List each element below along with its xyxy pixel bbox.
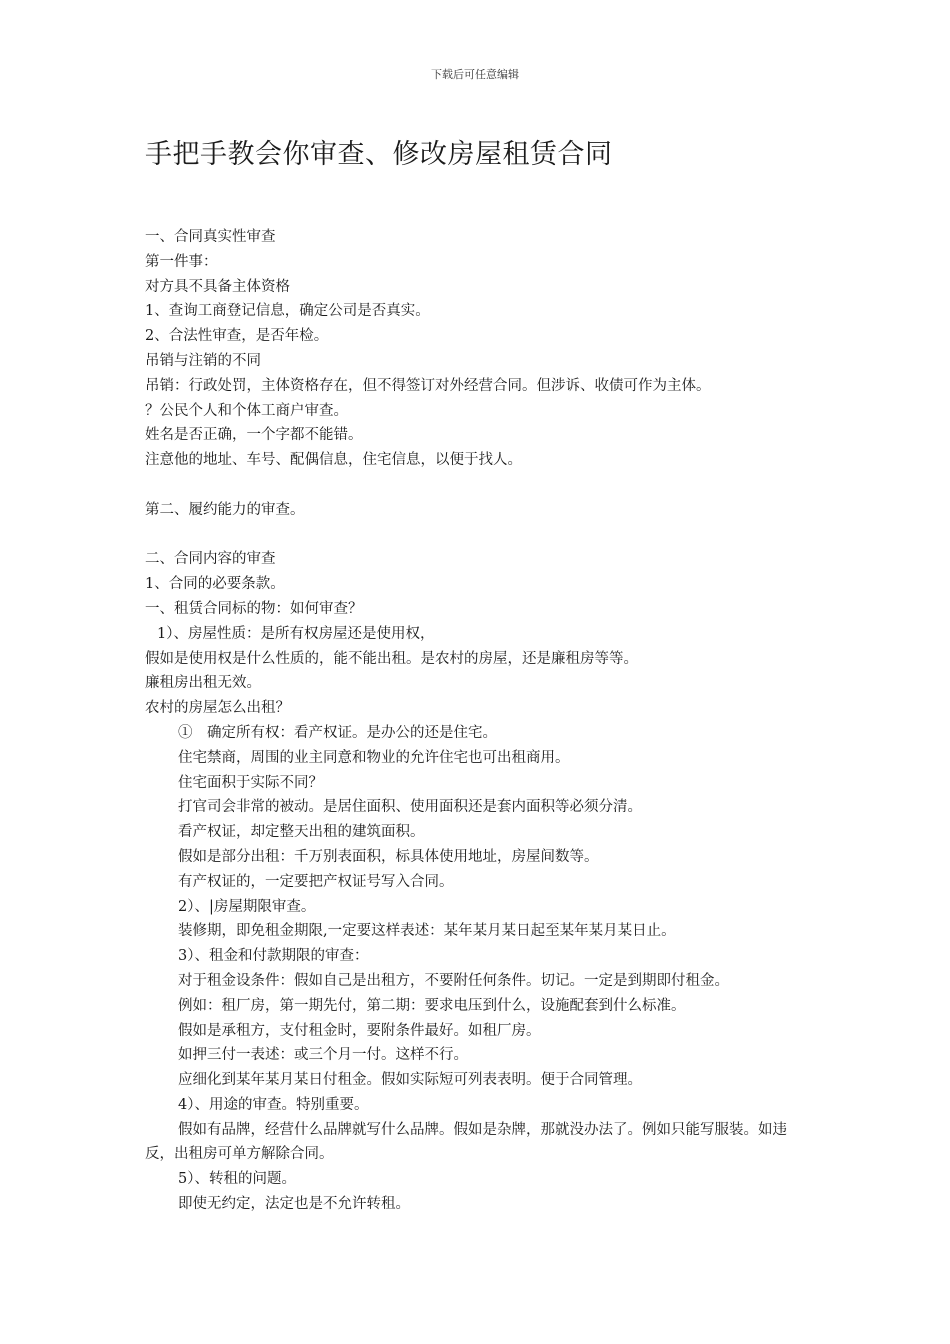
body-paragraph: 假如是部分出租：千万别表面积，标具体使用地址，房屋间数等。 xyxy=(178,848,599,865)
body-paragraph: 廉租房出租无效。 xyxy=(145,675,261,692)
body-paragraph: 一、合同真实性审查 xyxy=(145,229,276,245)
body-paragraph: 装修期，即免租金期限,一定要这样表述：某年某月某日起至某年某月某日止。 xyxy=(178,923,676,940)
body-paragraph: 4）、用途的审查。特别重要。 xyxy=(178,1096,369,1113)
body-paragraph: 1、合同的必要条款。 xyxy=(145,576,285,593)
body-paragraph: 看产权证，却定整天出租的建筑面积。 xyxy=(178,824,425,841)
body-paragraph: 3）、租金和付款期限的审查： xyxy=(178,948,369,965)
blank-line xyxy=(145,473,813,498)
body-paragraph: 如押三付一表述：或三个月一付。这样不行。 xyxy=(178,1047,468,1064)
body-paragraph: 对于租金设条件：假如自己是出租方，不要附任何条件。切记。一定是到期即付租金。 xyxy=(178,972,729,989)
body-paragraph: 假如有品牌，经营什么品牌就写什么品牌。假如是杂牌，那就没办法了。例如只能写服装。如违反，出租房可单方解除合同。 xyxy=(145,1121,787,1163)
body-paragraph: 二、合同内容的审查 xyxy=(145,551,276,568)
body-paragraph: 假如是承租方，支付租金时，要附条件最好。如租厂房。 xyxy=(178,1022,541,1039)
body-paragraph: 注意他的地址、车号、配偶信息，住宅信息，以便于找人。 xyxy=(145,452,522,469)
body-paragraph: 吊销：行政处罚，主体资格存在，但不得签订对外经营合同。但涉诉、收债可作为主体。 xyxy=(145,377,711,394)
body-paragraph: 假如是使用权是什么性质的，能不能出租。是农村的房屋，还是廉租房等等。 xyxy=(145,650,638,667)
body-paragraph: 1、查询工商登记信息，确定公司是否真实。 xyxy=(145,303,430,320)
body-paragraph: 5）、转租的问题。 xyxy=(178,1171,296,1188)
body-paragraph: 即使无约定，法定也是不允许转租。 xyxy=(178,1196,410,1213)
body-paragraph: 一、租赁合同标的物：如何审查？ xyxy=(145,600,363,617)
body-paragraph: 农村的房屋怎么出租？ xyxy=(145,700,290,717)
blank-line xyxy=(145,523,813,548)
body-paragraph: ？公民个人和个体工商户审查。 xyxy=(145,402,348,419)
body-paragraph: 第一件事： xyxy=(145,253,218,270)
body-paragraph: 住宅面积于实际不同？ xyxy=(178,774,323,791)
body-paragraph: 姓名是否正确，一个字都不能错。 xyxy=(145,427,363,444)
body-paragraph: 对方具不具备主体资格 xyxy=(145,278,290,295)
body-paragraph: ① 确定所有权：看产权证。是办公的还是住宅。 xyxy=(178,724,497,741)
document-title: 手把手教会你审查、修改房屋租赁合同 xyxy=(145,139,613,170)
document-body xyxy=(145,225,813,1217)
page-header: 下载后可任意编辑 xyxy=(431,68,519,81)
body-paragraph: 打官司会非常的被动。是居住面积、使用面积还是套内面积等必须分清。 xyxy=(178,799,642,816)
body-paragraph: 应细化到某年某月某日付租金。假如实际短可列表表明。便于合同管理。 xyxy=(178,1072,642,1089)
body-paragraph: 2、合法性审查，是否年检。 xyxy=(145,328,329,345)
body-paragraph: 例如：租厂房，第一期先付，第二期：要求电压到什么，设施配套到什么标准。 xyxy=(178,997,686,1014)
body-paragraph: 2）、|房屋期限审查。 xyxy=(178,898,316,915)
body-paragraph: 有产权证的，一定要把产权证号写入合同。 xyxy=(178,873,454,890)
body-paragraph: 第二、履约能力的审查。 xyxy=(145,501,305,518)
body-paragraph: 吊销与注销的不同 xyxy=(145,352,261,369)
body-paragraph: 1）、房屋性质：是所有权房屋还是使用权， xyxy=(157,625,435,642)
body-paragraph: 住宅禁商，周围的业主同意和物业的允许住宅也可出租商用。 xyxy=(178,749,570,766)
